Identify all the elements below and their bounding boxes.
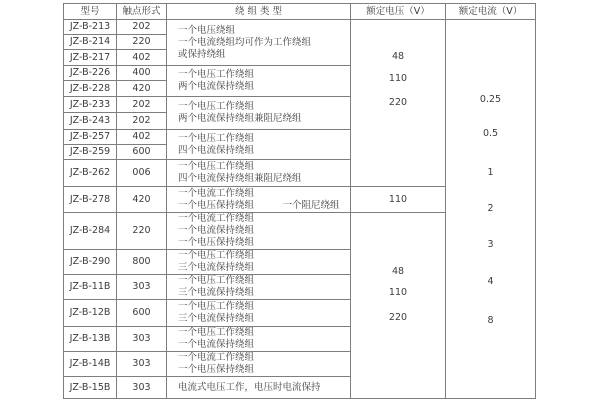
current-value: 8: [487, 315, 494, 326]
winding-line: 四个电流保持绕组: [178, 144, 255, 156]
spec-table: [63, 3, 536, 399]
winding-line: 一个电压工作绕组: [178, 327, 255, 338]
voltage-value: 220: [388, 97, 408, 108]
col-header-voltage: 额定电压（V）: [351, 4, 446, 20]
winding-cell: [167, 160, 351, 187]
model-cell: JZ-B-262: [64, 160, 117, 187]
winding-cell: [167, 20, 351, 66]
contact-cell: 400: [117, 66, 167, 81]
winding-line: 一个电流绕组均可作为工作绕组: [178, 36, 312, 48]
col-header-contact: 触点形式: [117, 4, 167, 20]
winding-cell: [167, 66, 351, 97]
contact-cell: 402: [117, 130, 167, 145]
current-value: 4: [487, 276, 494, 287]
contact-cell: 202: [117, 20, 167, 35]
winding-cell: [167, 130, 351, 160]
current-value: 1: [487, 167, 494, 178]
model-cell: JZ-B-259: [64, 145, 117, 160]
winding-line: 一个电压保持绕组: [178, 237, 255, 248]
current-value: 0.25: [479, 94, 502, 105]
winding-line: 一个电压保持绕组: [178, 364, 255, 375]
model-cell: JZ-B-213: [64, 20, 117, 35]
contact-cell: 202: [117, 97, 167, 113]
winding-line: 一个电流工作绕组: [178, 187, 255, 199]
model-cell: JZ-B-290: [64, 250, 117, 275]
model-cell: JZ-B-233: [64, 97, 117, 113]
winding-cell: [167, 213, 351, 250]
voltage-cell: [351, 20, 446, 187]
winding-line: 一个电压工作绕组: [178, 101, 255, 112]
voltage-value: 48: [391, 51, 405, 62]
model-cell: JZ-B-228: [64, 81, 117, 97]
contact-cell: 303: [117, 352, 167, 377]
voltage-cell: [351, 213, 446, 399]
model-cell: JZ-B-243: [64, 113, 117, 130]
winding-cell: [167, 250, 351, 275]
contact-cell: 420: [117, 81, 167, 97]
winding-line: 一个电压工作绕组: [178, 69, 255, 80]
winding-cell: [167, 97, 351, 130]
winding-line: 一个电流保持绕组: [178, 339, 255, 350]
winding-cell: [167, 352, 351, 377]
contact-cell: 420: [117, 187, 167, 213]
voltage-value: 110: [388, 73, 408, 84]
table-row: [64, 20, 536, 35]
contact-cell: 220: [117, 35, 167, 50]
winding-line: 一个电流保持绕组: [178, 225, 255, 236]
col-header-current: 额定电流（V）: [446, 4, 536, 20]
winding-line: 一个电压绕组: [178, 24, 236, 36]
contact-cell: 006: [117, 160, 167, 187]
winding-line: 一个电压工作绕组: [178, 250, 255, 261]
contact-cell: 303: [117, 327, 167, 352]
winding-line: 三个电流保持绕组: [178, 313, 255, 324]
model-cell: JZ-B-217: [64, 50, 117, 66]
voltage-cell: 110: [351, 187, 446, 213]
col-header-model: 型号: [64, 4, 117, 20]
contact-cell: 202: [117, 113, 167, 130]
contact-cell: 303: [117, 275, 167, 300]
contact-cell: 600: [117, 145, 167, 160]
current-cell: [446, 20, 536, 399]
winding-cell: [167, 187, 351, 213]
winding-cell: [167, 275, 351, 300]
model-cell: JZ-B-278: [64, 187, 117, 213]
voltage-value: 110: [388, 287, 408, 298]
model-cell: JZ-B-226: [64, 66, 117, 81]
voltage-value: 220: [388, 312, 408, 323]
winding-cell: [167, 377, 351, 399]
model-cell: JZ-B-13B: [64, 327, 117, 352]
winding-line: 四个电流保持绕组兼阻尼绕组: [178, 173, 302, 184]
winding-cell: [167, 327, 351, 352]
winding-cell: [167, 300, 351, 327]
contact-cell: 220: [117, 213, 167, 250]
header-row: [64, 4, 536, 20]
winding-line: 一个电压保持绕组 一个阻尼绕组: [178, 199, 340, 211]
winding-line: 三个电流保持绕组: [178, 262, 255, 273]
winding-line: 三个电流保持绕组: [178, 287, 255, 298]
current-value: 0.5: [482, 128, 499, 139]
winding-line: 电流式电压工作，电压时电流保持: [178, 381, 321, 393]
winding-line: 两个电流保持绕组: [178, 81, 255, 92]
model-cell: JZ-B-15B: [64, 377, 117, 399]
col-header-winding: 绕 组 类 型: [167, 4, 351, 20]
model-cell: JZ-B-11B: [64, 275, 117, 300]
model-cell: JZ-B-284: [64, 213, 117, 250]
current-value: 2: [487, 203, 494, 214]
contact-cell: 402: [117, 50, 167, 66]
winding-line: 两个电流保持绕组兼阻尼绕组: [178, 113, 302, 124]
winding-line: 一个电流工作绕组: [178, 213, 255, 224]
winding-line: 一个电压工作绕组: [178, 275, 255, 286]
model-cell: JZ-B-12B: [64, 300, 117, 327]
winding-line: 一个电压工作绕组: [178, 132, 255, 144]
contact-cell: 800: [117, 250, 167, 275]
winding-line: 一个电压工作绕组: [178, 301, 255, 312]
model-cell: JZ-B-14B: [64, 352, 117, 377]
winding-line: 一个电流工作绕组: [178, 352, 255, 363]
current-value: 3: [487, 239, 494, 250]
winding-line: 或保持绕组: [178, 48, 226, 60]
model-cell: JZ-B-214: [64, 35, 117, 50]
contact-cell: 600: [117, 300, 167, 327]
winding-line: 一个电压工作绕组: [178, 161, 255, 172]
voltage-value: 48: [391, 266, 405, 277]
model-cell: JZ-B-257: [64, 130, 117, 145]
contact-cell: 303: [117, 377, 167, 399]
